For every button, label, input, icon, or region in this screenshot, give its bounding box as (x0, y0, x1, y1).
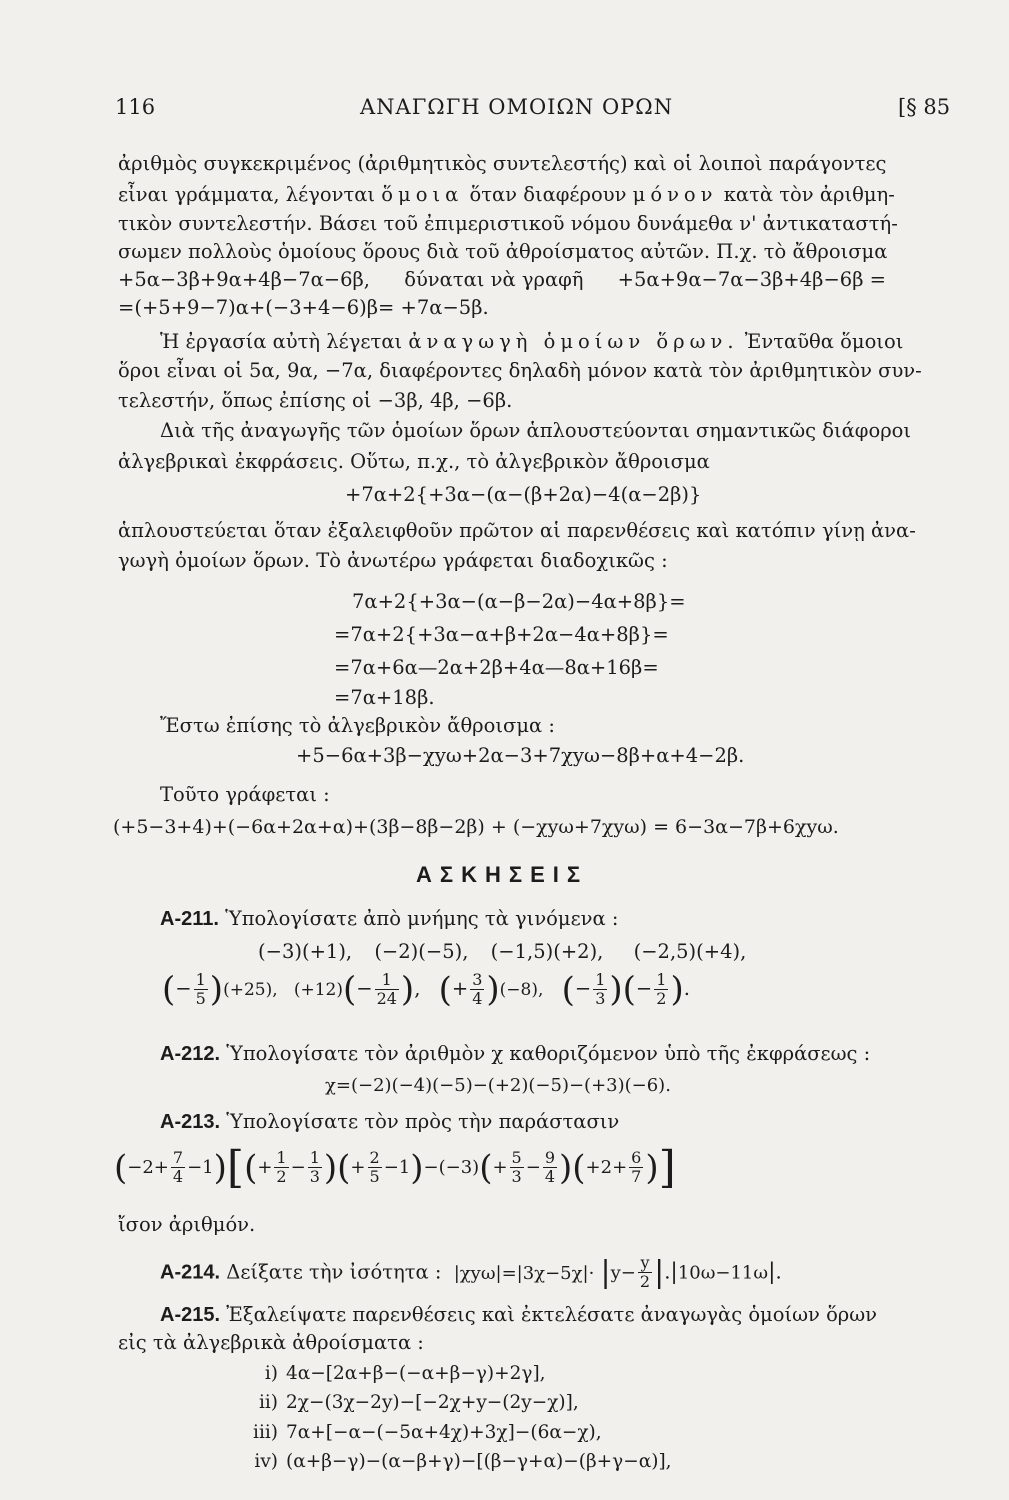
paren: ) (670, 969, 684, 1010)
term: − (525, 1157, 541, 1178)
exercise-a213-formula (114, 1142, 676, 1193)
sign: + (451, 977, 469, 1001)
paren: ( (337, 1148, 351, 1188)
term: y− (610, 1262, 636, 1284)
fraction (368, 1150, 382, 1185)
numerator: 1 (656, 970, 667, 989)
text-span: Ἡ ἐργασία αὐτὴ λέγεται (160, 330, 403, 353)
exercise-a211-line1 (258, 940, 746, 963)
denominator: 3 (309, 1167, 320, 1187)
text-span: ὅταν διαφέρουν (469, 183, 627, 206)
numerator: 2 (369, 1148, 380, 1168)
paren: ) (209, 969, 224, 1010)
fraction (654, 972, 668, 1007)
exercise-a214: Α-214. Δείξατε τὴν ἰσότητα : |χyω|=|3χ−5χ|· |y− $\frac{y}{2}$ |.|10ω−11ω|. (160, 1253, 782, 1292)
tail: (+25), (223, 980, 278, 1001)
paren: ( (342, 969, 357, 1010)
formula-line: χ=(−2)(−4)(−5)−(+2)(−5)−(+3)(−6). (325, 1075, 671, 1096)
text-span: Ἐνταῦθα ὅμοιοι (744, 330, 904, 353)
product: (−2)(−5), (374, 940, 469, 963)
paren: ) (323, 1148, 338, 1188)
factor: (+12) (293, 980, 343, 1001)
emphasis: μόνον (632, 183, 718, 206)
denominator: 5 (195, 988, 206, 1008)
fraction (629, 1150, 643, 1185)
term: + (492, 1157, 508, 1178)
emphasis: ὅμοια (381, 183, 464, 206)
text-line: Ἔστω ἐπίσης τὸ ἀλγεβρικὸν ἄθροισμα : (160, 714, 555, 737)
text-line (118, 268, 886, 291)
term: 10ω−11ω (677, 1262, 769, 1284)
text-line: Διὰ τῆς ἀναγωγῆς τῶν ὁμοίων ὅρων ἁπλουστεύονται σημαντικῶς διάφοροι (160, 419, 912, 442)
term: − (290, 1157, 306, 1178)
fraction (274, 1150, 288, 1185)
list-item (230, 1451, 672, 1473)
sign: − (356, 977, 373, 1001)
text-span: εἶναι γράμματα, λέγονται (118, 183, 376, 206)
text-line (160, 330, 903, 353)
term: + (350, 1157, 366, 1178)
formula: +5α+9α−7α−3β+4β−6β = (617, 268, 887, 291)
item-label: i) (264, 1363, 278, 1384)
fraction (375, 972, 399, 1007)
abs-bar: | (768, 1259, 776, 1285)
text-line: ἁπλουστεύεται ὅταν ἐξαλειφθοῦν πρῶτον αἱ παρενθέσεις καὶ κατόπιν γίνῃ ἀνα- (118, 519, 916, 542)
abs-bar: | (600, 1255, 611, 1290)
denominator: 3 (511, 1167, 522, 1187)
brace: [ (226, 1142, 245, 1193)
paren: ( (561, 969, 575, 1010)
numerator: 1 (595, 970, 606, 989)
list-item (230, 1422, 602, 1444)
paren: ( (244, 1148, 258, 1188)
fraction (543, 1150, 557, 1185)
text-line: τικὸν συντελεστήν. Βάσει τοῦ ἐπιμεριστικοῦ νόμου δυνάμεθα ν' ἀντικαταστή- (118, 212, 898, 235)
item-expr: 7α+[−α−(−5α+4χ)+3χ]−(6α−χ), (286, 1422, 602, 1443)
exercise-a212 (160, 1042, 870, 1066)
text-line: γωγὴ ὁμοίων ὅρων. Τὸ ἀνωτέρω γράφεται διαδοχικῶς : (118, 549, 668, 572)
denominator: 4 (172, 1167, 184, 1187)
emphasis: ἀναγωγὴ ὁμοίων ὅρων. (408, 330, 739, 353)
paren: ( (114, 1148, 128, 1188)
text-span: κατὰ τὸν ἀριθμη- (723, 183, 895, 206)
product: (−3)(+1), (258, 940, 353, 963)
exercise-text: Δείξατε τὴν ἰσότητα : (226, 1260, 442, 1284)
fraction (593, 972, 607, 1007)
fraction (510, 1150, 524, 1185)
section-ref: [§ 85 (898, 95, 951, 119)
term: −1 (187, 1157, 214, 1178)
text-line: σωμεν πολλοὺς ὁμοίους ὅρους διὰ τοῦ ἀθροίσματος αὐτῶν. Π.χ. τὸ ἄθροισμα (118, 240, 888, 263)
denominator: 4 (544, 1167, 556, 1187)
text-line: εἰς τὰ ἀλγεβρικὰ ἀθροίσματα : (118, 1331, 424, 1354)
list-item (230, 1363, 546, 1385)
text-span: δύναται νὰ γραφῆ (404, 268, 584, 291)
text-line: Τοῦτο γράφεται : (160, 783, 330, 806)
exercise-id: Α-212. (160, 1043, 221, 1065)
text-line: ἀριθμὸς συγκεκριμένος (ἀριθμητικὸς συντελεστής) καὶ οἱ λοιποὶ παράγοντες (118, 152, 887, 175)
sign: − (635, 977, 653, 1001)
fraction (638, 1255, 652, 1290)
item-label: iii) (253, 1422, 278, 1443)
list-item (230, 1392, 579, 1414)
derivation-line: =7α+6α—2α+2β+4α—8α+16β= (334, 656, 659, 679)
numerator: 1 (195, 970, 206, 989)
exercise-a211 (160, 907, 618, 931)
paren: ) (486, 969, 500, 1010)
denominator: 24 (376, 988, 397, 1008)
sign: − (175, 977, 192, 1001)
text-line (118, 183, 895, 206)
abs-bar: | (670, 1259, 678, 1285)
exercise-a215 (160, 1303, 877, 1327)
formula-line: +7α+2{+3α−(α−(β+2α)−4(α−2β)} (345, 483, 702, 506)
product: (−1,5)(+2), (490, 940, 604, 963)
denominator: 7 (631, 1167, 642, 1187)
paren: ( (438, 969, 452, 1010)
paren: ) (609, 969, 623, 1010)
denominator: 2 (276, 1167, 287, 1187)
item-label: ii) (258, 1392, 278, 1413)
numerator: 5 (511, 1148, 522, 1168)
item-expr: 4α−[2α+β−(−α+β−γ)+2γ], (286, 1363, 546, 1384)
text-line: ἴσον ἀριθμόν. (118, 1213, 256, 1236)
term: + (257, 1157, 273, 1178)
numerator: 6 (631, 1148, 642, 1168)
formula: |χyω|=|3χ−5χ|· (453, 1262, 595, 1284)
paren: ( (479, 1148, 493, 1188)
item-label: iv) (254, 1451, 278, 1472)
item-expr: 2χ−(3χ−2y)−[−2χ+y−(2y−χ)], (286, 1392, 579, 1413)
fraction (308, 1150, 322, 1185)
numerator: 1 (309, 1148, 320, 1168)
paren: ( (572, 1148, 586, 1188)
paren: ) (645, 1148, 659, 1188)
brace: ] (658, 1142, 676, 1193)
paren: ) (559, 1148, 573, 1188)
derivation-line: =7α+2{+3α−α+β+2α−4α+8β}= (334, 623, 669, 646)
denominator: 2 (639, 1272, 651, 1292)
abs-bar: | (654, 1255, 665, 1290)
numerator: 1 (375, 972, 399, 990)
exercise-id: Α-215. (160, 1304, 221, 1326)
fraction (171, 1150, 185, 1185)
sign: − (574, 977, 592, 1001)
exercise-id: Α-213. (160, 1111, 221, 1133)
derivation-line: =7α+18β. (334, 686, 435, 709)
formula: +5α−3β+9α+4β−7α−6β, (118, 268, 370, 291)
formula-line: (+5−3+4)+(−6α+2α+α)+(3β−8β−2β) + (−χyω+7χyω) = 6−3α−7β+6χyω. (113, 816, 839, 838)
term: −1 (383, 1157, 411, 1178)
denominator: 4 (472, 988, 483, 1008)
paren: ( (622, 969, 636, 1010)
exercise-id: Α-211. (160, 908, 219, 930)
page-number: 116 (115, 95, 156, 119)
numerator: 3 (472, 970, 483, 989)
numerator: 9 (544, 1148, 556, 1168)
denominator: 5 (369, 1167, 380, 1187)
numerator: y (638, 1255, 652, 1273)
formula-line: +5−6α+3β−χyω+2α−3+7χyω−8β+α+4−2β. (296, 744, 745, 767)
exercise-text: Ὑπολογίσατε τὸν πρὸς τὴν παράστασιν (226, 1110, 620, 1133)
paren: ) (410, 1148, 424, 1188)
term: +2+ (585, 1157, 628, 1178)
derivation-line: 7α+2{+3α−(α−β−2α)−4α+8β}= (352, 590, 686, 613)
text-line: ὅροι εἶναι οἱ 5α, 9α, −7α, διαφέροντες δηλαδὴ μόνον κατὰ τὸν ἀριθμητικὸν συν- (118, 359, 922, 382)
exercise-text: Ἐξαλείψατε παρενθέσεις καὶ ἐκτελέσατε ἀναγωγὰς ὁμοίων ὅρων (226, 1303, 878, 1326)
term: −(−3) (423, 1157, 480, 1178)
exercise-a211-line2: (− $\frac{1}{5}$ )(+25), (+12)(− $\frac{1}{24}$ ), (+ $\frac{3}{4}$ )(−8), (− $\frac{1}{3}$ )(− $\frac{1}{2}$ ). (162, 969, 690, 1010)
denominator: 3 (595, 988, 606, 1008)
term: −2+ (127, 1157, 169, 1178)
page-title: ΑΝΑΓΩΓΗ ΟΜΟΙΩΝ ΟΡΩΝ (360, 95, 674, 119)
numerator: 1 (276, 1148, 287, 1168)
paren: ( (162, 969, 176, 1010)
formula-line: =(+5+9−7)α+(−3+4−6)β= +7α−5β. (118, 296, 489, 319)
numerator: 7 (172, 1148, 184, 1168)
exercise-text: Ὑπολογίσατε τὸν ἀριθμὸν χ καθοριζόμενον ὑπὸ τῆς ἐκφράσεως : (226, 1042, 871, 1065)
item-expr: (α+β−γ)−(α−β+γ)−[(β−γ+α)−(β+γ−α)], (286, 1451, 672, 1472)
exercise-text: Ὑπολογίσατε ἀπὸ μνήμης τὰ γινόμενα : (225, 907, 619, 930)
text-line: ἀλγεβρικαὶ ἐκφράσεις. Οὕτω, π.χ., τὸ ἀλγεβρικὸν ἄθροισμα (118, 450, 710, 473)
fraction (470, 972, 484, 1007)
exercise-id: Α-214. (160, 1261, 221, 1284)
paren: ) (400, 969, 415, 1010)
product: (−2,5)(+4), (633, 940, 747, 963)
text-line: τελεστήν, ὅπως ἐπίσης οἱ −3β, 4β, −6β. (118, 389, 513, 412)
exercise-a213 (160, 1110, 619, 1134)
exercises-title: ΑΣΚΗΣΕΙΣ (416, 862, 589, 887)
tail: (−8), (499, 980, 544, 1001)
denominator: 2 (656, 988, 667, 1008)
paren: ) (213, 1148, 227, 1188)
fraction (194, 972, 208, 1007)
